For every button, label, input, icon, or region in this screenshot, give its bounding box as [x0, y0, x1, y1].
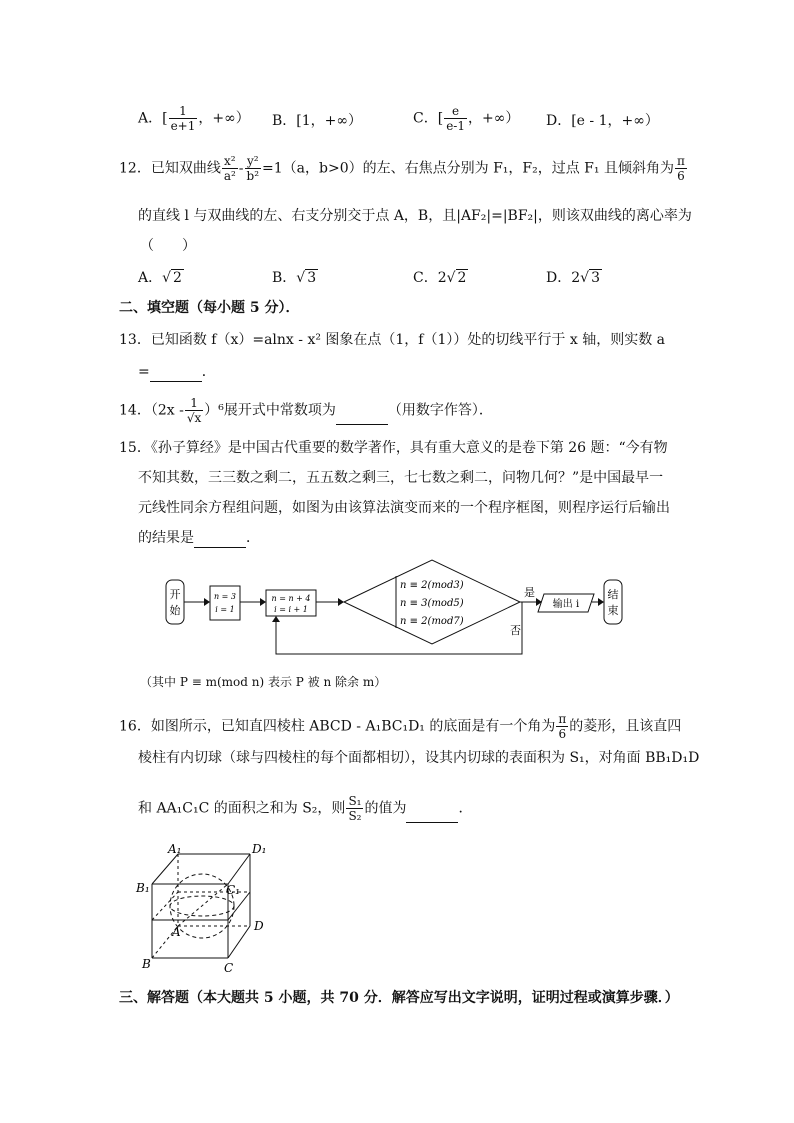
- q12-option-b: B．√ 3: [272, 270, 317, 286]
- flow-no-label: 否: [510, 624, 521, 637]
- q13-line1: 13．已知函数 f（x）=alnx - x² 图象在点（1，f（1））处的切线平行于 x 轴，则实数 a: [119, 332, 665, 348]
- flow-end-text-1: 结: [607, 588, 619, 601]
- flow-step-line1: n = n + 4: [271, 594, 311, 603]
- q12-paren: （ ）: [140, 238, 196, 254]
- q11-option-c: C．[ $\frac{e}{e-1}$ ，+∞）: [413, 104, 520, 133]
- flow-end-text-2: 束: [607, 604, 619, 617]
- flow-start-text-1: 开: [169, 588, 181, 601]
- q14-answer-blank[interactable]: [336, 408, 388, 425]
- label-B1: B₁: [136, 881, 150, 895]
- q12-option-d: D．2√ 3: [546, 270, 600, 286]
- flow-output-text: 输出 i: [552, 599, 580, 610]
- flow-cond-2: n ≡ 3(mod5): [400, 598, 464, 609]
- q12-option-a: A．√ 2: [138, 270, 182, 286]
- q13-answer-blank[interactable]: [150, 365, 202, 382]
- label-C1: C₁: [226, 883, 240, 897]
- q12-line1: 12．已知双曲线 $\frac{\text{x²}}{\text{a²}}$ - $\frac{\text{y²}}{\text{b²}}$ =1（a，b>0）的左、右焦点分别为 F₁，F₂，过点 F₁ 且倾斜角为 $\frac{\pi}{6}$: [119, 154, 685, 183]
- q16-line2: 棱柱有内切球（球与四棱柱的每个面都相切），设其内切球的表面积为 S₁，对角面 BB₁D₁D: [138, 750, 700, 766]
- q11-option-d: D．[e - 1，+∞）: [546, 113, 659, 129]
- section3-heading: 三、解答题（本大题共 5 小题，共 70 分．解答应写出文字说明，证明过程或演算步骤．）: [119, 990, 679, 1006]
- q12-line2: 的直线 l 与双曲线的左、右支分别交于点 A，B，且|AF₂|=|BF₂|，则该双曲线的离心率为: [138, 208, 692, 224]
- flow-cond-3: n ≡ 2(mod7): [400, 616, 464, 627]
- q15-line2: 不知其数，三三数之剩二，五五数之剩三，七七数之剩二，问物几何？”是中国最早一: [138, 470, 664, 486]
- q14-line: 14．（2x - $\frac{1}{√x}$ ）⁶展开式中常数项为 （用数字作答）．: [119, 396, 493, 425]
- label-A1: A₁: [168, 842, 182, 856]
- flow-start-box: [166, 580, 184, 624]
- prism-figure: [130, 840, 280, 975]
- q15-line1: 15．《孙子算经》是中国古代重要的数学著作，具有重大意义的是卷下第 26 题：“今有物: [119, 440, 668, 456]
- flow-step-line2: i = i + 1: [274, 605, 308, 614]
- label-B: B: [142, 957, 151, 971]
- label-A: A: [172, 925, 181, 939]
- q13-line2: = ．: [138, 364, 216, 380]
- q15-answer-blank[interactable]: [194, 531, 246, 548]
- q15-line3: 元线性同余方程组问题，如图为由该算法演变而来的一个程序框图，则程序运行后输出: [138, 500, 670, 516]
- flow-init-line2: i = 1: [215, 605, 235, 614]
- q12-option-c: C．2√ 2: [413, 270, 467, 286]
- q11-option-b: B．[1，+∞）: [272, 113, 363, 129]
- q15-line4: 的结果是 ．: [138, 530, 260, 546]
- flowchart-note: （其中 P ≡ m(mod n) 表示 P 被 n 除余 m）: [140, 675, 387, 689]
- flow-cond-1: n ≡ 2(mod3): [400, 580, 464, 591]
- q16-line3: 和 AA₁C₁C 的面积之和为 S₂，则 $\frac{\text{S₁}}{\text{S₂}}$ 的值为 ．: [138, 794, 473, 823]
- flowchart: [160, 558, 640, 668]
- label-D1: D₁: [252, 842, 267, 856]
- q16-answer-blank[interactable]: [406, 806, 458, 823]
- flow-yes-label: 是: [524, 586, 535, 599]
- flow-end-box: [604, 580, 622, 624]
- q11-option-a: A．[ $\frac{1}{e+1}$ ，+∞）: [138, 104, 250, 133]
- label-D: D: [254, 919, 264, 933]
- section2-heading: 二、填空题（每小题 5 分）．: [119, 300, 300, 316]
- flow-init-line1: n = 3: [213, 592, 237, 601]
- label-C: C: [224, 961, 234, 975]
- q16-line1: 16．如图所示，已知直四棱柱 ABCD - A₁BC₁D₁ 的底面是有一个角为 $\frac{\pi}{6}$ 的菱形，且该直四: [119, 712, 682, 741]
- flow-start-text-2: 始: [169, 604, 181, 617]
